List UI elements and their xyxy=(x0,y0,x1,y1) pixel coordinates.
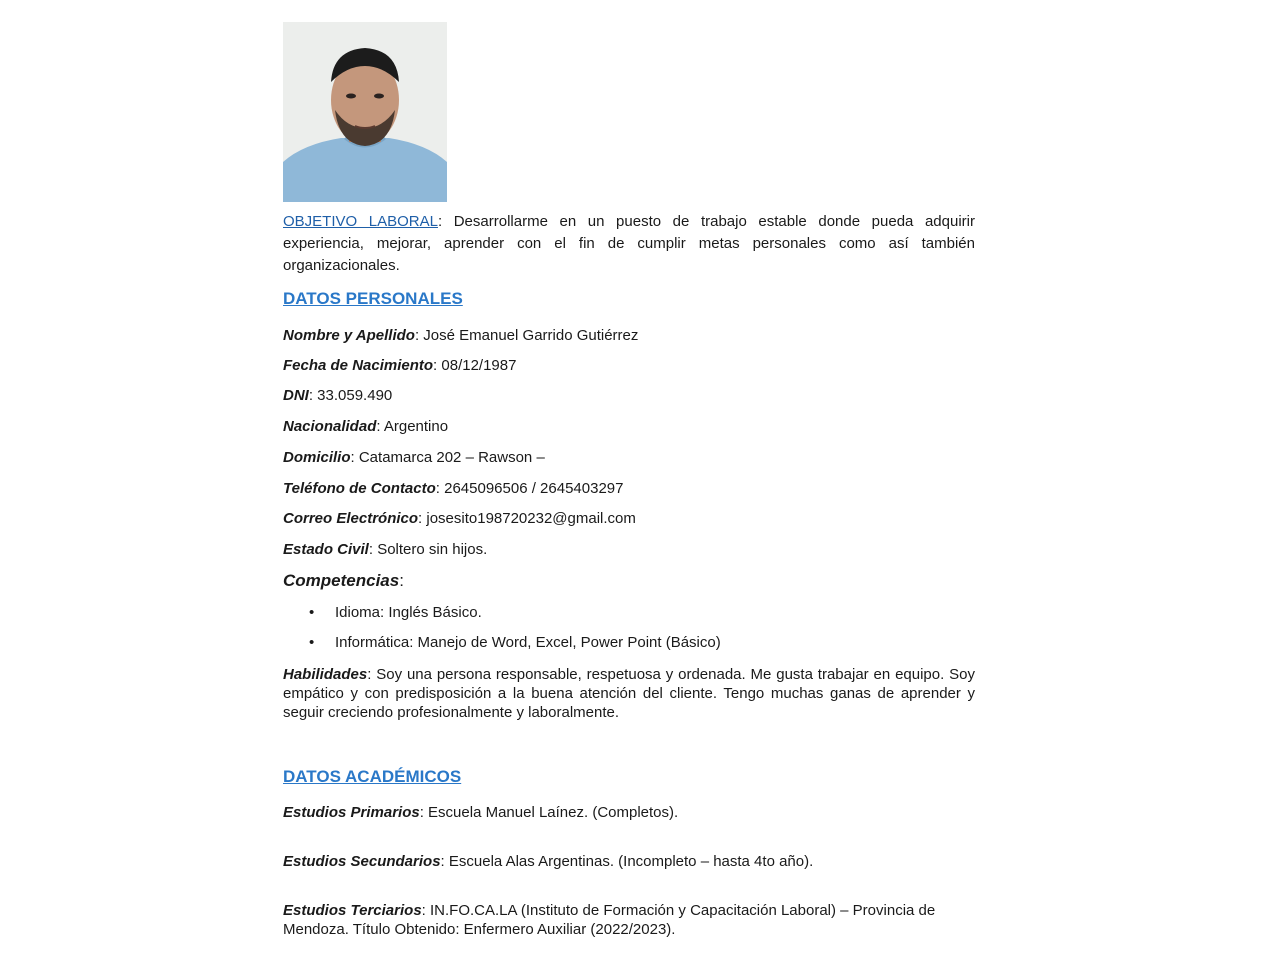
field-dni: DNI: 33.059.490 xyxy=(283,387,393,404)
datos-academicos-title: DATOS ACADÉMICOS xyxy=(283,767,462,786)
estudios-secundarios: Estudios Secundarios: Escuela Alas Argentinas. (Incompleto – hasta 4to año). xyxy=(283,853,814,870)
estudios-terciarios: Estudios Terciarios: IN.FO.CA.LA (Instituto de Formación y Capacitación Laboral) – Provincia de Mendoza. Título Obtenido: Enfermero Auxiliar (2022/2023). xyxy=(283,902,936,938)
datos-personales-title: DATOS PERSONALES xyxy=(283,289,463,308)
field-telefono: Teléfono de Contacto: 2645096506 / 2645403297 xyxy=(283,480,624,497)
field-estado-civil: Estado Civil: Soltero sin hijos. xyxy=(283,541,488,558)
objetivo-laboral xyxy=(283,211,975,277)
habilidades: Habilidades: Soy una persona responsable, respetuosa y ordenada. Me gusta trabajar en equipo. Soy empático y con predisposición a la buena atención del cliente. Tengo muchas ganas de aprender y seguir creciendo profesionalmente y laboralmente. xyxy=(283,666,975,721)
field-correo: Correo Electrónico: josesito198720232@gmail.com xyxy=(283,510,636,527)
profile-photo xyxy=(283,22,447,202)
field-domicilio: Domicilio: Catamarca 202 – Rawson – xyxy=(283,449,545,466)
competencias-heading: Competencias: xyxy=(283,571,404,590)
objetivo-text: : Desarrollarme en un puesto de trabajo estable donde pueda adquirir experiencia, mejorar, aprender con el fin de cumplir metas personales como así también organizacionales. xyxy=(283,213,975,274)
field-nacionalidad: Nacionalidad: Argentino xyxy=(283,418,449,435)
field-fecha-nacimiento: Fecha de Nacimiento: 08/12/1987 xyxy=(283,357,517,374)
cv-page: OBJETIVO LABORAL: Desarrollarme en un puesto de trabajo estable donde pueda adquirir experiencia, mejorar, aprender con el fin de cumplir metas personales como así también organizacionales. DATOS PERSONALES Nombre y Apellido: José Emanuel Garrido Gutiérrez Fecha de Nacimiento: 08/12/1987 DNI: 33.059.490 Nacionalidad: Argentino Domicilio: Catamarca 202 – Rawson – Teléfono de Contacto: 2645096506 / 2645403297 Correo Electrónico: josesito198720232@gmail.com Estado Civil: Soltero sin hijos. Competencias: • Idioma: Inglés Básico. • Informática: Manejo de Word, Excel, Power Point (Básico) Habilidades: Soy una persona responsable, respetuosa y ordenada. Me gusta trabajar en equipo. Soy empático y con predisposición a la buena atención del cliente. Tengo muchas ganas de aprender y seguir creciendo profesionalmente y laboralmente. DATOS ACADÉMICOS Estudios Primarios: Escuela Manuel Laínez. (Completos). Estudios Secundarios: Escuela Alas Argentinas. (Incompleto – hasta 4to año). Estudios Terciarios: IN.FO.CA.LA (Instituto de Formación y Capacitación Laboral) – Provincia de Mendoza. Título Obtenido: Enfermero Auxiliar (2022/2023). xyxy=(283,0,975,960)
objetivo-label: OBJETIVO LABORAL xyxy=(283,213,438,230)
estudios-primarios: Estudios Primarios: Escuela Manuel Laínez. (Completos). xyxy=(283,804,679,821)
field-nombre: Nombre y Apellido: José Emanuel Garrido Gutiérrez xyxy=(283,327,639,344)
